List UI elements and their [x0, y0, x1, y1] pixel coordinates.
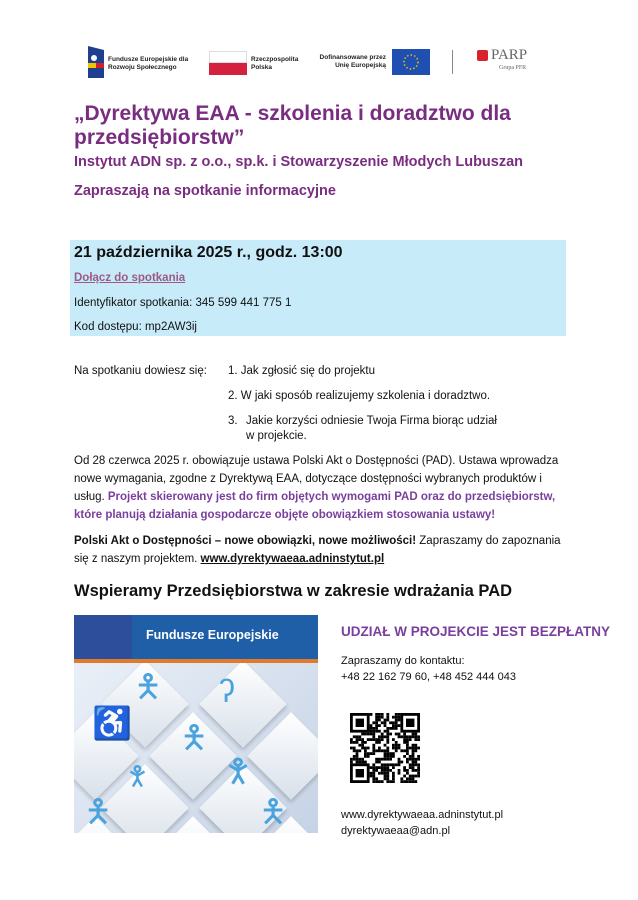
- fe-flag-icon: [88, 46, 104, 78]
- pl-flag-red: [209, 63, 247, 75]
- organizers: Instytut ADN sp. z o.o., sp.k. i Stowarzyszenie Młodych Lubuszan: [74, 154, 524, 170]
- pl-flag-white: [209, 51, 247, 63]
- blind-person-icon: 🯆: [224, 753, 253, 789]
- wheelchair-icon: ♿: [92, 705, 132, 741]
- image-stripe: [74, 659, 318, 663]
- accessibility-image: [74, 615, 318, 833]
- meeting-box: [70, 240, 566, 336]
- agenda-item-2: 2. W jaki sposób realizujemy szkolenia i doradztwo.: [228, 390, 491, 402]
- access-code: Kod dostępu: mp2AW3ij: [74, 321, 197, 333]
- qr-code-icon[interactable]: [350, 712, 420, 784]
- ear-icon: ʔ: [219, 673, 235, 709]
- person-with-dog-icon: 🯆: [126, 761, 149, 791]
- parp-sub: Grupa PFR: [499, 65, 527, 71]
- free-participation: UDZIAŁ W PROJEKCIE JEST BEZPŁATNY: [341, 624, 611, 639]
- join-meeting-link[interactable]: Dołącz do spotkania: [74, 272, 186, 284]
- parent-child-icon: 🯅: [259, 793, 288, 829]
- person-icon: 🯅: [180, 719, 209, 755]
- parent-child-icon: 🯅: [84, 793, 113, 829]
- meeting-date: 21 października 2025 r., godz. 13:00: [74, 244, 343, 261]
- invite: Zapraszają na spotkanie informacyjne: [74, 183, 336, 199]
- contact-website[interactable]: www.dyrektywaeaa.adninstytut.pl: [341, 809, 504, 821]
- pregnant-person-icon: 🯅: [134, 668, 163, 704]
- contact-info: [341, 653, 516, 685]
- image-banner: [74, 615, 318, 659]
- meeting-id: Identyfikator spotkania: 345 599 441 775 1: [74, 297, 292, 309]
- agenda-item-3-line1: Jakie korzyści odniesie Twoja Firma biorąc udział: [246, 415, 497, 427]
- logo-ue: [314, 49, 432, 75]
- eu-stars-icon: [74, 615, 132, 659]
- page-title: „Dyrektywa EAA - szkolenia i doradztwo dla przedsiębiorstw”: [74, 102, 511, 149]
- pad-invite-bold: Polski Akt o Dostępności – nowe obowiązki, nowe możliwości!: [74, 535, 417, 547]
- parp-text: PARP: [491, 47, 528, 63]
- pad-invite-text: Zapraszamy do zapoznania się z naszym projektem.: [74, 535, 561, 565]
- image-banner-label: Fundusze Europejskie: [146, 628, 279, 642]
- agenda-item-3-number: 3.: [228, 415, 238, 427]
- logo-parp: [477, 48, 547, 78]
- pad-invite: [74, 532, 574, 568]
- eu-flag-icon: [392, 49, 430, 75]
- pad-paragraph-highlight: Projekt skierowany jest do firm objętych wymogami PAD oraz do przedsiębiorstw, które planują działania gospodarcze objęte obowiązkiem stosowania ustawy!: [74, 491, 556, 521]
- agenda-item-1: 1. Jak zgłosić się do projektu: [228, 365, 376, 377]
- section-heading: Wspieramy Przedsiębiorstwa w zakresie wdrażania PAD: [74, 582, 513, 600]
- pad-paragraph: [74, 452, 574, 524]
- logo-rp: [209, 51, 309, 75]
- logo-ue-text: Dofinansowane przez Unię Europejską: [319, 54, 386, 69]
- logo-fe-text: Fundusze Europejskie dla Rozwoju Społecznego: [108, 56, 189, 71]
- contact-links: [341, 807, 503, 839]
- agenda-item-3-line2: w projekcie.: [246, 430, 307, 442]
- parp-icon: [477, 50, 488, 61]
- contact-phones: +48 22 162 79 60, +48 452 444 043: [341, 671, 516, 683]
- contact-label: Zapraszamy do kontaktu:: [341, 655, 465, 667]
- logo-divider: [452, 50, 453, 74]
- agenda-label: Na spotkaniu dowiesz się:: [74, 365, 207, 377]
- logo-fe: [88, 46, 198, 78]
- pad-paragraph-text: Od 28 czerwca 2025 r. obowiązuje ustawa Polski Akt o Dostępności (PAD). Ustawa wprowadza nowe wymagania, zgodne z Dyrektywą EAA, dotyczące dostępności wybranych produktów i usług.: [74, 455, 559, 503]
- project-website-link[interactable]: www.dyrektywaeaa.adninstytut.pl: [200, 553, 385, 565]
- contact-email[interactable]: dyrektywaeaa@adn.pl: [341, 825, 451, 837]
- logo-rp-text: Rzeczpospolita Polska: [251, 56, 299, 71]
